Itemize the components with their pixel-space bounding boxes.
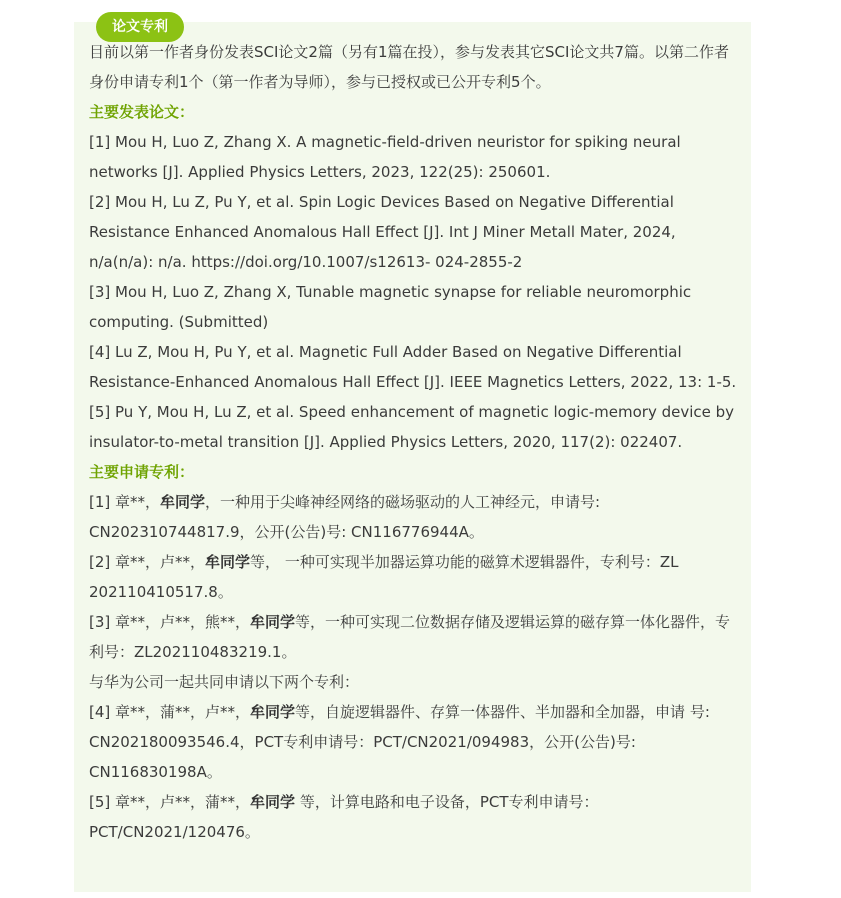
patent-detail: 等，自旋逻辑器件、存算一体器件、半加器和全加器，申请 号: CN202180093546.4，PCT专利申请号：PCT/CN2021/094983，公开(公告)号: CN116830198A。	[89, 703, 710, 781]
author-name: 牟同学	[205, 553, 251, 571]
patent-prefix: [4] 章**，蒲**，卢**，	[89, 703, 251, 721]
patent-item-1	[89, 487, 739, 547]
patent-prefix: [1] 章**，	[89, 493, 161, 511]
patent-item-5	[89, 787, 739, 847]
patent-detail: 等， 一种可实现半加器运算功能的磁算术逻辑器件，专利号：ZL 202110410517.8。	[89, 553, 679, 601]
author-name: 牟同学	[160, 493, 206, 511]
section-tab: 论文专利	[96, 12, 184, 42]
content-body	[89, 37, 739, 847]
patent-prefix: [5] 章**，卢**，蒲**，	[89, 793, 251, 811]
patent-prefix: [3] 章**，卢**，熊**，	[89, 613, 251, 631]
patent-detail: 等，一种可实现二位数据存储及逻辑运算的磁存算一体化器件，专利号：ZL202110483219.1。	[89, 613, 731, 661]
patent-detail: 等，计算电路和电子设备，PCT专利申请号： PCT/CN2021/120476。	[89, 793, 599, 841]
patent-detail: ，一种用于尖峰神经网络的磁场驱动的人工神经元，申请号: CN202310744817.9，公开(公告)号: CN116776944A。	[89, 493, 601, 541]
patent-prefix: [2] 章**，卢**，	[89, 553, 206, 571]
paper-item-3: [3] Mou H, Luo Z, Zhang X, Tunable magnetic synapse for reliable neuromorphic computing. (Submitted)	[89, 283, 692, 331]
patents-heading: 主要申请专利：	[89, 463, 195, 481]
paper-item-2: [2] Mou H, Lu Z, Pu Y, et al. Spin Logic Devices Based on Negative Differential Resistance Enhanced Anomalous Hall Effect [J]. Int J Miner Metall Mater, 2024, n/a(n/a): n/a. https://doi.org/10.1007/s12613- 024-2855-2	[89, 193, 676, 271]
huawei-note: 与华为公司一起共同申请以下两个专利：	[89, 673, 360, 691]
patent-item-4	[89, 697, 739, 787]
patent-item-2	[89, 547, 739, 607]
author-name: 牟同学	[250, 613, 296, 631]
author-name: 牟同学	[250, 703, 296, 721]
paper-item-5: [5] Pu Y, Mou H, Lu Z, et al. Speed enhancement of magnetic logic-memory device by insulator-to-metal transition [J]. Applied Physics Letters, 2020, 117(2): 022407.	[89, 403, 735, 451]
intro-paragraph: 目前以第一作者身份发表SCI论文2篇（另有1篇在投），参与发表其它SCI论文共7篇。以第二作者 身份申请专利1个（第一作者为导师），参与已授权或已公开专利5个。	[89, 43, 729, 91]
author-name: 牟同学	[250, 793, 296, 811]
paper-item-4: [4] Lu Z, Mou H, Pu Y, et al. Magnetic Full Adder Based on Negative Differential Resistance-Enhanced Anomalous Hall Effect [J]. IEEE Magnetics Letters, 2022, 13: 1-5.	[89, 343, 737, 391]
paper-item-1: [1] Mou H, Luo Z, Zhang X. A magnetic-field-driven neuristor for spiking neural networks [J]. Applied Physics Letters, 2023, 122(25): 250601.	[89, 133, 681, 181]
papers-heading: 主要发表论文：	[89, 103, 195, 121]
patent-item-3	[89, 607, 739, 667]
